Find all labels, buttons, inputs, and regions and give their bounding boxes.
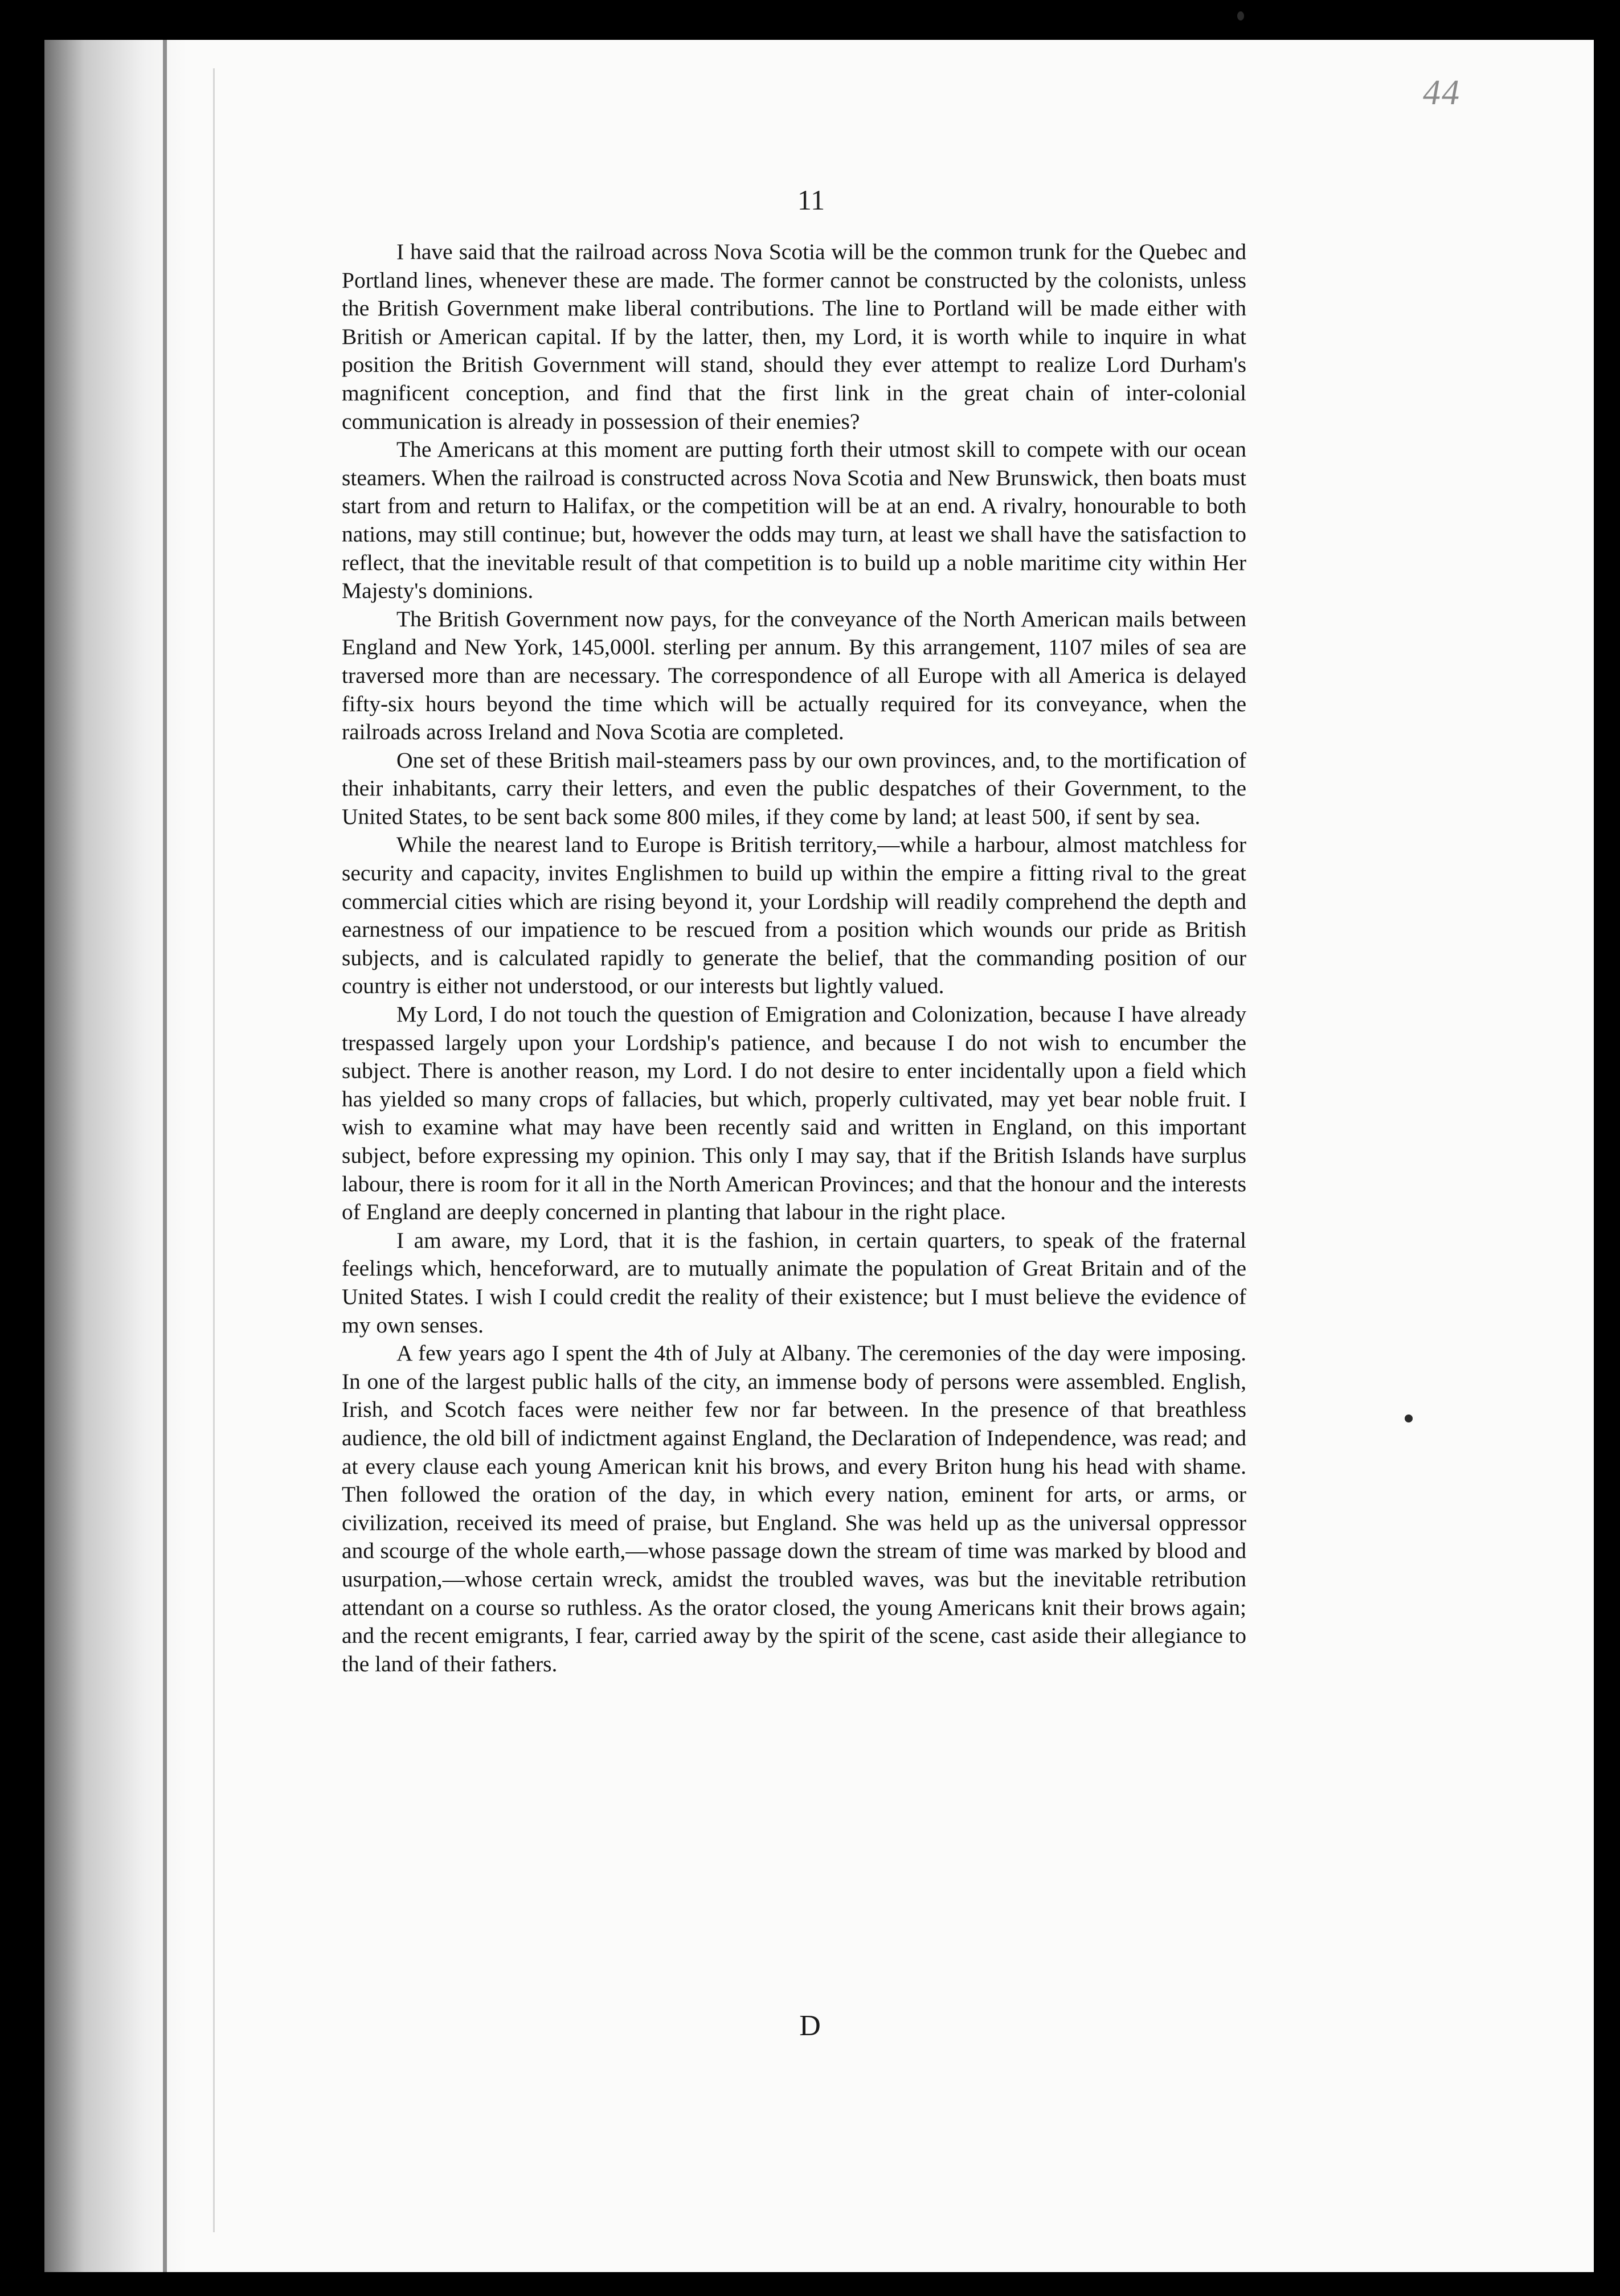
body-text xyxy=(342,238,1246,1678)
paragraph: I am aware, my Lord, that it is the fashion, in certain quarters, to speak of the fraternal feelings which, henceforward, are to mutually animate the population of Great Britain and of the United States. I wish I could credit the reality of their existence; but I must believe the evidence of my own senses. xyxy=(342,1227,1246,1338)
page-number: 11 xyxy=(797,184,825,216)
paragraph: My Lord, I do not touch the question of Emigration and Colonization, because I have already trespassed largely upon your Lordship's patience, and because I do not wish to encumber the subject. There is another reason, my Lord. I do not desire to enter incidentally upon a field which has yielded so many crops of fallacies, but which, properly cultivated, may yet bear noble fruit. I wish to examine what may have been recently said and written in England, on this important subject, before expressing my opinion. This only I may say, that if the British Islands have surplus labour, there is room for it all in the North American Provinces; and that the honour and the interests of England are deeply concerned in planting that labour in the right place. xyxy=(342,1002,1246,1225)
ink-speck xyxy=(1405,1414,1413,1422)
paragraph: While the nearest land to Europe is British territory,—while a harbour, almost matchless for security and capacity, invites Englishmen to build up within the empire a fitting rival to the great commercial cities which are rising beyond it, your Lordship will readily comprehend the depth and earnestness of our impatience to be rescued from a position which wounds our pride as British subjects, and is calculated rapidly to generate the belief, that the commanding position of our country is either not understood, or our interests but lightly valued. xyxy=(342,832,1246,999)
handwritten-folio-number: 44 xyxy=(1423,73,1461,112)
paragraph: The Americans at this moment are putting forth their utmost skill to compete with our ocean steamers. When the railroad is constructed across Nova Scotia and New Brunswick, then boats must start from and return to Halifax, or the competition will be at an end. A rivalry, honourable to both nations, may still continue; but, however the odds may turn, at least we shall have the satisfaction to reflect, that the inevitable result of that competition is to build up a noble maritime city within Her Majesty's dominions. xyxy=(342,437,1246,604)
printer-signature-mark: D xyxy=(799,2010,821,2042)
paragraph: One set of these British mail-steamers pass by our own provinces, and, to the mortification of their inhabitants, carry their letters, and even the public despatches of their Government, to the United States, to be sent back some 800 miles, if they come by land; at least 500, if sent by sea. xyxy=(342,747,1246,829)
ink-speck xyxy=(1237,11,1244,20)
paragraph: The British Government now pays, for the conveyance of the North American mails between England and New York, 145,000l. sterling per annum. By this arrangement, 1107 miles of sea are traversed more than are necessary. The correspondence of all Europe with all America is delayed fifty-six hours beyond the time which will be actually required for its conveyance, when the railroads across Ireland and Nova Scotia are completed. xyxy=(342,606,1246,745)
binding-fold-line xyxy=(163,40,167,2272)
paragraph: I have said that the railroad across Nova Scotia will be the common trunk for the Quebec and Portland lines, whenever these are made. The former cannot be constructed by the colonists, unless the British Government make liberal contributions. The line to Portland will be made either with British or American capital. If by the latter, then, my Lord, it is worth while to inquire in what position the British Government will stand, should they ever attempt to realize Lord Durham's magnificent conception, and find that the first link in the great chain of inter-colonial communication is already in possession of their enemies? xyxy=(342,239,1246,434)
page-edge-line xyxy=(213,68,215,2232)
paragraph: A few years ago I spent the 4th of July at Albany. The ceremonies of the day were imposing. In one of the largest public halls of the city, an immense body of persons were assembled. English, Irish, and Scotch faces were neither few nor far between. In the presence of that breathless audience, the old bill of indictment against England, the Declaration of Independence, was read; and at every clause each young American knit his brows, and every Briton hung his head with shame. Then followed the oration of the day, in which every nation, eminent for arts, or arms, or civilization, received its meed of praise, but England. She was held up as the universal oppressor and scourge of the whole earth,—whose passage down the stream of time was marked by blood and usurpation,—whose certain wreck, amidst the troubled waves, was but the inevitable retribution attendant on a course so ruthless. As the orator closed, the young Americans knit their brows again; and the recent emigrants, I fear, carried away by the spirit of the scene, cast aside their allegiance to the land of their fathers. xyxy=(342,1340,1246,1676)
